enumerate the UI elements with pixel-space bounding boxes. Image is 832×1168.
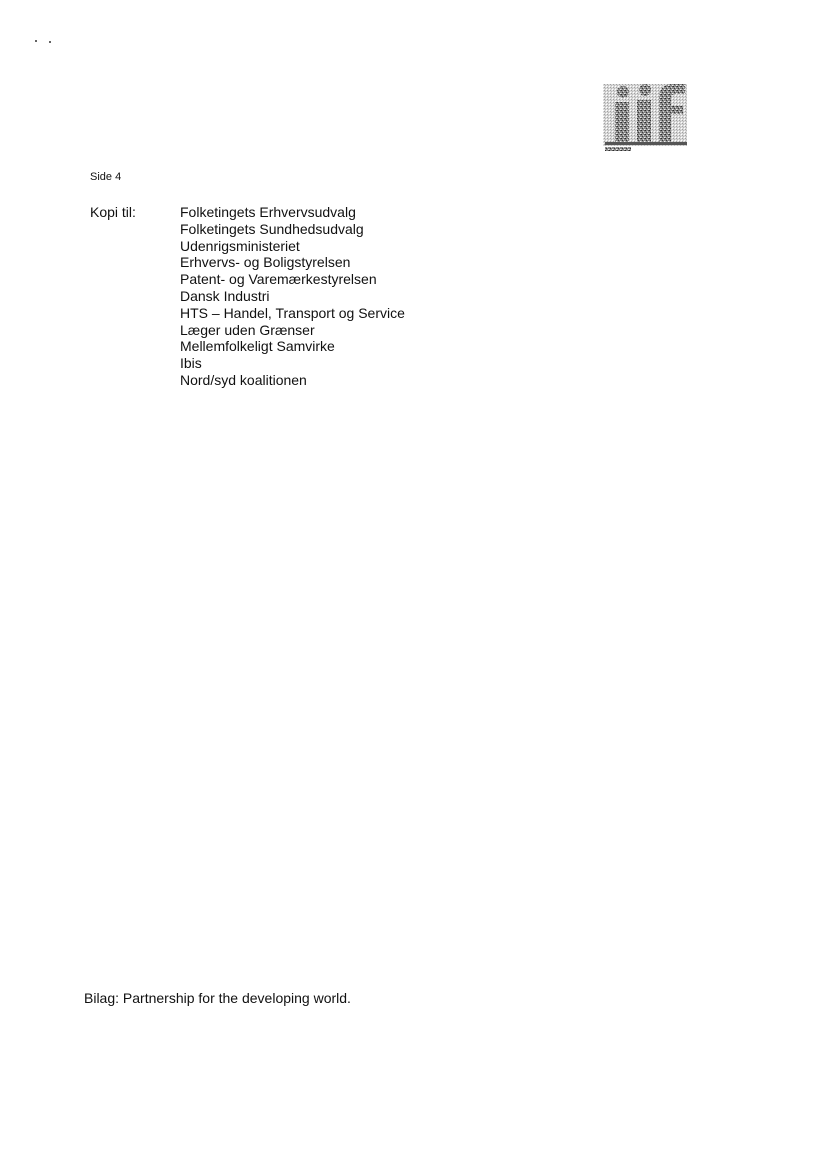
- recipient-item: Udenrigsministeriet: [180, 237, 300, 254]
- recipient-item: Dansk Industri: [180, 287, 270, 304]
- recipient-item: Folketingets Erhvervsudvalg: [180, 204, 356, 220]
- recipient-list: [180, 204, 405, 389]
- iif-logo: [601, 78, 689, 154]
- page-number: Side 4: [90, 171, 122, 183]
- recipient-item: Folketingets Sundhedsudvalg: [180, 220, 364, 237]
- recipient-item: Patent- og Varemærkestyrelsen: [180, 271, 377, 288]
- scan-speck: [35, 40, 37, 42]
- recipient-item: Erhvervs- og Boligstyrelsen: [180, 254, 351, 271]
- recipient-item: Mellemfolkeligt Samvirke: [180, 338, 335, 355]
- attachment-note: Bilag: Partnership for the developing world.: [84, 990, 351, 1006]
- recipient-item: Læger uden Grænser: [180, 321, 315, 338]
- recipient-item: Nord/syd koalitionen: [180, 371, 307, 388]
- copy-to-label: Kopi til:: [90, 204, 136, 220]
- scan-speck: [49, 41, 51, 43]
- recipient-item: HTS – Handel, Transport og Service: [180, 304, 405, 321]
- recipient-item: Ibis: [180, 355, 202, 372]
